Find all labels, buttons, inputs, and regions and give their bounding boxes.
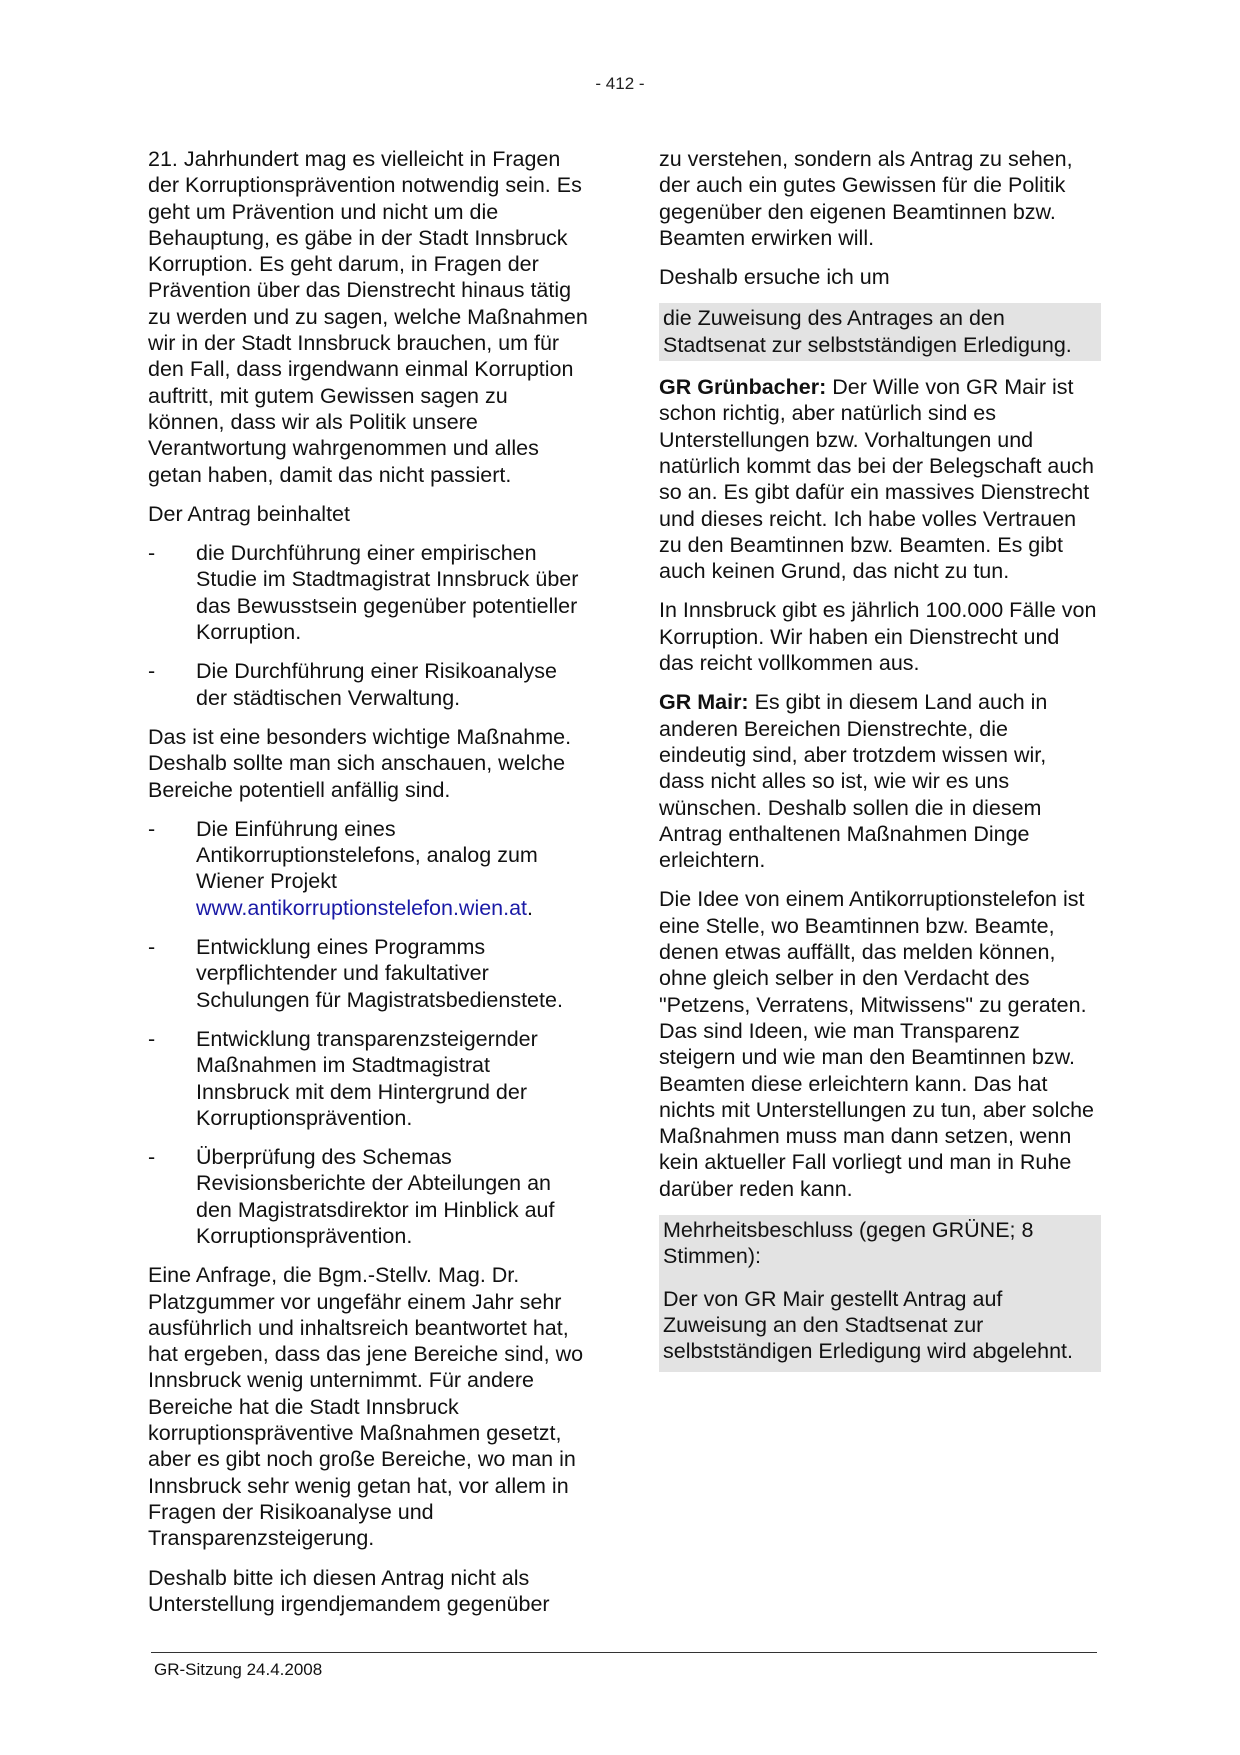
shaded-decision: Der von GR Mair gestellt Antrag auf Zuweisung an den Stadtsenat zur selbstständigen Erledigung wird abgelehnt. — [659, 1278, 1101, 1373]
shaded-motion: die Zuweisung des Antrages an den Stadtsenat zur selbstständigen Erledigung. — [659, 303, 1101, 361]
list-item — [148, 1026, 588, 1131]
page-number: - 412 - — [595, 74, 645, 93]
list-item — [148, 816, 588, 921]
bullet-dash: - — [148, 935, 156, 960]
list-item-text: die Durchführung einer empirischen Studie im Stadtmagistrat Innsbruck über das Bewusstsein gegenüber potentieller Korruption. — [196, 541, 579, 645]
speaker-name: GR Mair: — [659, 690, 749, 715]
list-item-text: Entwicklung transparenzsteigernder Maßnahmen im Stadtmagistrat Innsbruck mit dem Hintergrund der Korruptionsprävention. — [196, 1026, 538, 1130]
paragraph: Deshalb bitte ich diesen Antrag nicht als Unterstellung irgendjemandem gegenüber — [148, 1565, 550, 1616]
speech-text: Der Wille von GR Mair ist schon richtig, aber natürlich sind es Unterstellungen bzw. Vorhaltungen und natürlich kommt das bei der Belegschaft auch so an. Es gibt dafür ein massives Dienstrecht und dieses reicht. Ich habe volles Vertrauen zu den Beamtinnen bzw. Beamten. Es gibt auch keinen Grund, das nicht zu tun. — [659, 375, 1095, 584]
bullet-dash: - — [148, 659, 156, 684]
paragraph: Eine Anfrage, die Bgm.-Stellv. Mag. Dr. Platzgummer vor ungefähr einem Jahr sehr ausführlich und inhaltsreich beantwortet hat, hat ergeben, dass das jene Bereiche sind, wo Innsbruck wenig unternimmt. Für andere Bereiche hat die Stadt Innsbruck korruptionspräventive Maßnahmen gesetzt, aber es gibt noch große Bereiche, wo man in Innsbruck sehr wenig getan hat, vor allem in Fragen der Risikoanalyse und Transparenzsteigerung. — [148, 1263, 584, 1551]
speech-text: Es gibt in diesem Land auch in anderen Bereichen Dienstrechte, die eindeutig sind, aber trotzdem wissen wir, dass nicht alles so ist, wie wir es uns wünschen. Deshalb sollen die in diesem Antrag enthaltenen Maßnahmen Dinge erleichtern. — [659, 690, 1048, 873]
list-item-text: Die Durchführung einer Risikoanalyse der städtischen Verwaltung. — [196, 659, 557, 710]
speaker-paragraph — [659, 374, 1097, 584]
footer-session: GR-Sitzung 24.4.2008 — [154, 1660, 323, 1679]
list-item-text: Entwicklung eines Programms verpflichtender und fakultativer Schulungen für Magistratsbedienstete. — [196, 935, 563, 1012]
left-column — [148, 146, 588, 1630]
paragraph: zu verstehen, sondern als Antrag zu sehen, der auch ein gutes Gewissen für die Politik gegenüber den eigenen Beamtinnen bzw. Beamten erwirken will. — [659, 147, 1073, 250]
paragraph: Das ist eine besonders wichtige Maßnahme. Deshalb sollte man sich anschauen, welche Bereiche potentiell anfällig sind. — [148, 724, 572, 802]
speaker-paragraph — [659, 689, 1097, 873]
bullet-dash: - — [148, 1145, 156, 1170]
shaded-resolution: Mehrheitsbeschluss (gegen GRÜNE; 8 Stimmen): — [659, 1215, 1101, 1278]
bullet-list — [148, 816, 588, 1249]
bullet-dash: - — [148, 541, 156, 566]
list-item-end: . — [527, 895, 534, 920]
paragraph: 21. Jahrhundert mag es vielleicht in Fragen der Korruptionsprävention notwendig sein. Es geht um Prävention und nicht um die Behauptung, es gäbe in der Stadt Innsbruck Korruption. Es geht darum, in Fragen der Prävention über das Dienstrecht hinaus tätig zu werden und zu sagen, welche Maßnahmen wir in der Stadt Innsbruck brauchen, um für den Fall, dass irgendwann einmal Korruption auftritt, mit gutem Gewissen sagen zu können, dass wir als Politik unsere Verantwortung wahrgenommen und alles getan haben, damit das nicht passiert. — [148, 147, 588, 487]
paragraph: In Innsbruck gibt es jährlich 100.000 Fälle von Korruption. Wir haben ein Dienstrecht und das reicht vollkommen aus. — [659, 598, 1097, 676]
paragraph: Deshalb ersuche ich um — [659, 265, 890, 290]
list-item — [148, 1144, 588, 1249]
list-item-text: Überprüfung des Schemas Revisionsberichte der Abteilungen an den Magistratsdirektor im Hinblick auf Korruptionsprävention. — [196, 1145, 555, 1248]
bullet-list — [148, 540, 588, 711]
antikorruption-link[interactable]: www.antikorruptionstelefon.wien.at — [196, 895, 528, 920]
footer-divider — [151, 1652, 1097, 1653]
right-column — [659, 146, 1097, 1385]
list-item — [148, 658, 588, 711]
paragraph: Der Antrag beinhaltet — [148, 501, 350, 526]
list-item — [148, 540, 588, 645]
list-item — [148, 934, 588, 1013]
list-item-text: Die Einführung eines Antikorruptionstelefons, analog zum Wiener Projekt — [196, 816, 538, 894]
speaker-name: GR Grünbacher: — [659, 375, 827, 400]
bullet-dash: - — [148, 816, 156, 841]
bullet-dash: - — [148, 1026, 156, 1051]
paragraph: Die Idee von einem Antikorruptionstelefon ist eine Stelle, wo Beamtinnen bzw. Beamte, denen etwas auffällt, das melden können, ohne gleich selber in den Verdacht des "Petzens, Verratens, Mitwissens" zu geraten. Das sind Ideen, wie man Transparenz steigern und wie man den Beamtinnen bzw. Beamten diese erleichtern kann. Das hat nichts mit Unterstellungen zu tun, aber solche Maßnahmen muss man dann setzen, wenn kein aktueller Fall vorliegt und man in Ruhe darüber reden kann. — [659, 887, 1095, 1201]
